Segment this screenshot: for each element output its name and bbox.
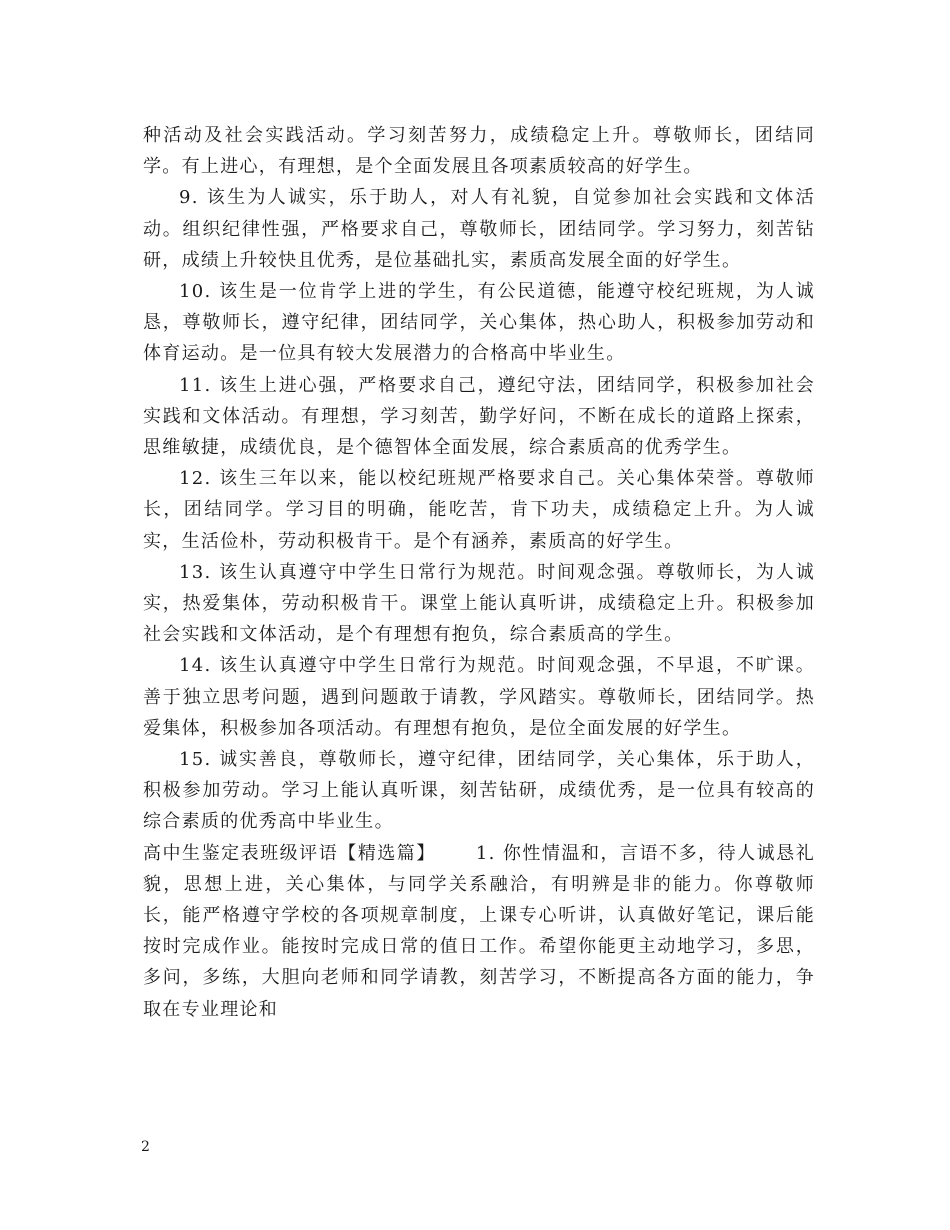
document-body [143, 120, 815, 1025]
section-heading: 高中生鉴定表班级评语【精选篇】 [143, 842, 436, 864]
paragraph-item-9: 9. 该生为人诚实，乐于助人，对人有礼貌，自觉参加社会实践和文体活动。组织纪律性强，严格要求自己，尊敬师长，团结同学。学习努力，刻苦钻研，成绩上升较快且优秀，是位基础扎实，素质高发展全面的好学生。 [143, 187, 815, 271]
section-paragraph [143, 838, 815, 1025]
paragraph-item-10: 10. 该生是一位肯学上进的学生，有公民道德，能遵守校纪班规，为人诚恳，尊敬师长，遵守纪律，团结同学，关心集体，热心助人，积极参加劳动和体育运动。是一位具有较大发展潜力的合格高中毕业生。 [143, 281, 815, 365]
paragraph-item-11: 11. 该生上进心强，严格要求自己，遵纪守法，团结同学，积极参加社会实践和文体活动。有理想，学习刻苦，勤学好问，不断在成长的道路上探索，思维敏捷，成绩优良，是个德智体全面发展，综合素质高的优秀学生。 [143, 374, 815, 459]
paragraph-item-12: 12. 该生三年以来，能以校纪班规严格要求自己。关心集体荣誉。尊敬师长，团结同学。学习目的明确，能吃苦，肯下功夫，成绩稳定上升。为人诚实，生活俭朴，劳动积极肯干。是个有涵养，素质高的好学生。 [143, 468, 815, 552]
paragraph-item-14: 14. 该生认真遵守中学生日常行为规范。时间观念强，不早退，不旷课。善于独立思考问题，遇到问题敢于请教，学风踏实。尊敬师长，团结同学。热爱集体，积极参加各项活动。有理想有抱负，是位全面发展的好学生。 [143, 655, 815, 739]
paragraph-continuation: 种活动及社会实践活动。学习刻苦努力，成绩稳定上升。尊敬师长，团结同学。有上进心，有理想，是个全面发展且各项素质较高的好学生。 [143, 125, 815, 178]
paragraph-item-15: 15. 诚实善良，尊敬师长，遵守纪律，团结同学，关心集体，乐于助人，积极参加劳动。学习上能认真听课，刻苦钻研，成绩优秀，是一位具有较高的综合素质的优秀高中毕业生。 [143, 749, 815, 833]
section-first-item: 1. 你性情温和，言语不多，待人诚恳礼貌，思想上进，关心集体，与同学关系融洽，有明辨是非的能力。你尊敬师长，能严格遵守学校的各项规章制度，上课专心听讲，认真做好笔记，课后能按时完成作业。能按时完成日常的值日工作。希望你能更主动地学习，多思，多问，多练，大胆向老师和同学请教，刻苦学习，不断提高各方面的能力，争取在专业理论和 [143, 842, 816, 1020]
paragraph-item-13: 13. 该生认真遵守中学生日常行为规范。时间观念强。尊敬师长，为人诚实，热爱集体，劳动积极肯干。课堂上能认真听讲，成绩稳定上升。积极参加社会实践和文体活动，是个有理想有抱负，综合素质高的学生。 [143, 561, 815, 646]
page-number: 2 [141, 1139, 150, 1155]
